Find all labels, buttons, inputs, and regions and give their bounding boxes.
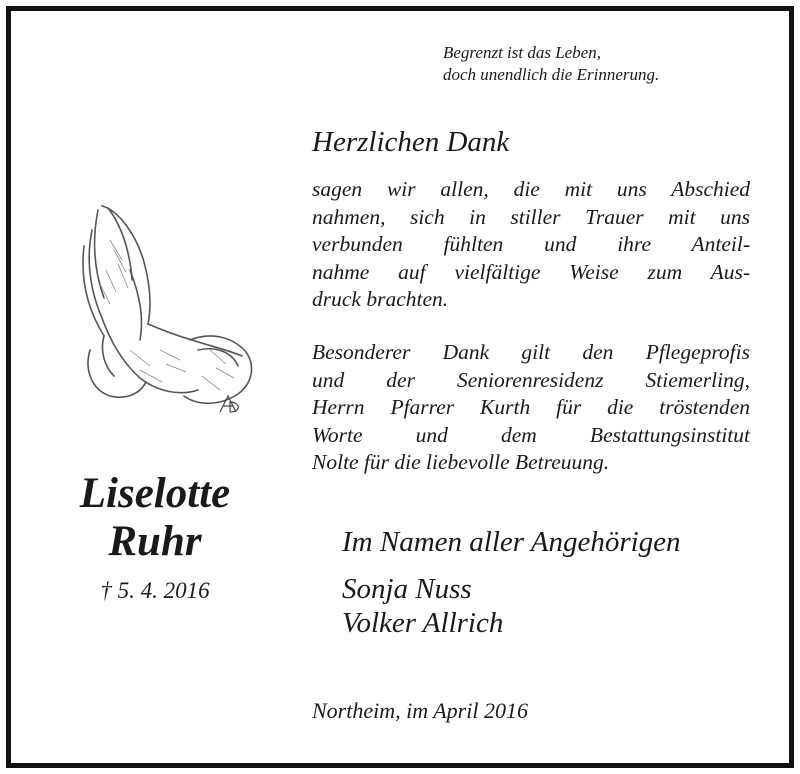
motto [443, 42, 659, 86]
signature-name-1: Sonja Nuss [342, 573, 472, 605]
place-date: Northeim, im April 2016 [312, 698, 528, 723]
motto-line-1: Begrenzt ist das Leben, [443, 43, 602, 62]
paragraph-line: sagen wir allen, die mit uns Abschied [312, 177, 750, 201]
paragraph-line: druck brachten. [312, 287, 449, 312]
paragraph-line: Worte und dem Bestattungsinstitut [312, 422, 750, 447]
motto-line-2: doch unendlich die Erinnerung. [443, 65, 660, 84]
thanks-heading: Herzlichen Dank [312, 126, 510, 158]
death-date: † 5. 4. 2016 [100, 578, 210, 603]
monogram-icon [220, 396, 238, 412]
signature-intro: Im Namen aller Angehörigen [342, 526, 681, 558]
paragraph-line: verbunden fühlten und ihre Anteil- [312, 232, 750, 257]
thanks-paragraph-2 [312, 339, 750, 477]
thanks-paragraph-1 [312, 176, 750, 314]
paragraph-line: Herrn Pfarrer Kurth für die tröstenden [312, 395, 750, 420]
deceased-last-name: Ruhr [108, 518, 202, 565]
paragraph-line: Nolte für die liebevolle Betreuung. [312, 450, 610, 475]
paragraph-line: und der Seniorenresidenz Stiemerling, [312, 367, 750, 392]
paragraph-line: Besonderer Dank gilt den Pflegeprofis [312, 340, 750, 364]
signature-name-2: Volker Allrich [342, 607, 504, 639]
deceased-first-name: Liselotte [79, 470, 231, 517]
praying-hands-illustration [70, 200, 260, 430]
paragraph-line: nahmen, sich in stiller Trauer mit uns [312, 204, 750, 229]
paragraph-line: nahme auf vielfältige Weise zum Aus- [312, 259, 750, 284]
